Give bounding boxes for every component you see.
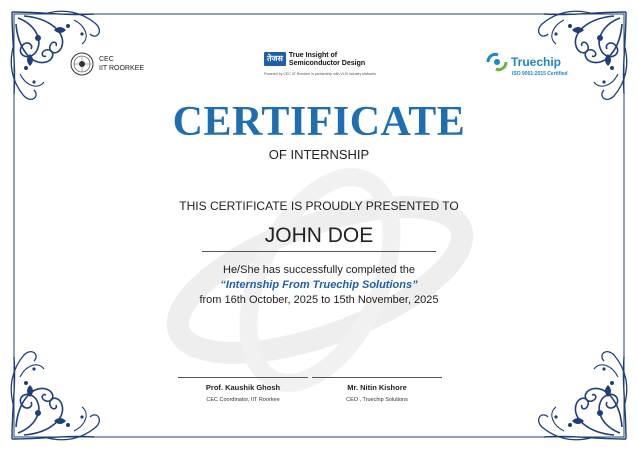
cec-label: CEC [99, 56, 114, 63]
program-name: “Internship From Truechip Solutions” [220, 279, 418, 291]
signatory-role: CEO , Truechip Solutions [346, 397, 408, 403]
cec-iit-roorkee-logo [70, 52, 144, 76]
completion-text: He/She has successfully completed the [223, 264, 415, 276]
tejas-logo [264, 52, 365, 68]
signatory-name: Mr. Nitin Kishore [347, 383, 407, 392]
truechip-name: Truechip [511, 55, 562, 69]
tejas-tagline: Powered by CEC IIT Roorkee in partnership with VLSI industry stalwarts [264, 72, 376, 76]
certificate-subtitle: OF INTERNSHIP [268, 147, 370, 162]
tejas-badge: तेजस [264, 52, 286, 66]
truechip-mark-icon [486, 52, 508, 72]
signatory-role: CEC Coordinator, IIT Roorkee [206, 397, 280, 403]
tejas-line2: Semiconductor Design [288, 60, 366, 67]
truechip-logo [486, 52, 568, 77]
signatory-1 [178, 377, 308, 403]
signature-line [178, 377, 308, 378]
certificate-title: CERTIFICATE [172, 99, 466, 145]
recipient-name: JOHN DOE [264, 224, 374, 247]
internship-dates: from 16th October, 2025 to 15th November, 2025 [199, 294, 439, 306]
iit-roorkee-seal-icon [70, 52, 94, 76]
name-underline [202, 251, 436, 252]
truechip-iso-label: ISO 9001:2015 Certified [512, 71, 568, 77]
signatory-2 [312, 377, 442, 403]
iit-roorkee-label: IIT ROORKEE [99, 65, 144, 72]
tejas-line1: True Insight of [288, 52, 338, 59]
signatory-name: Prof. Kaushik Ghosh [205, 383, 281, 392]
signature-line [312, 377, 442, 378]
presented-to-label: THIS CERTIFICATE IS PROUDLY PRESENTED TO [179, 199, 459, 213]
